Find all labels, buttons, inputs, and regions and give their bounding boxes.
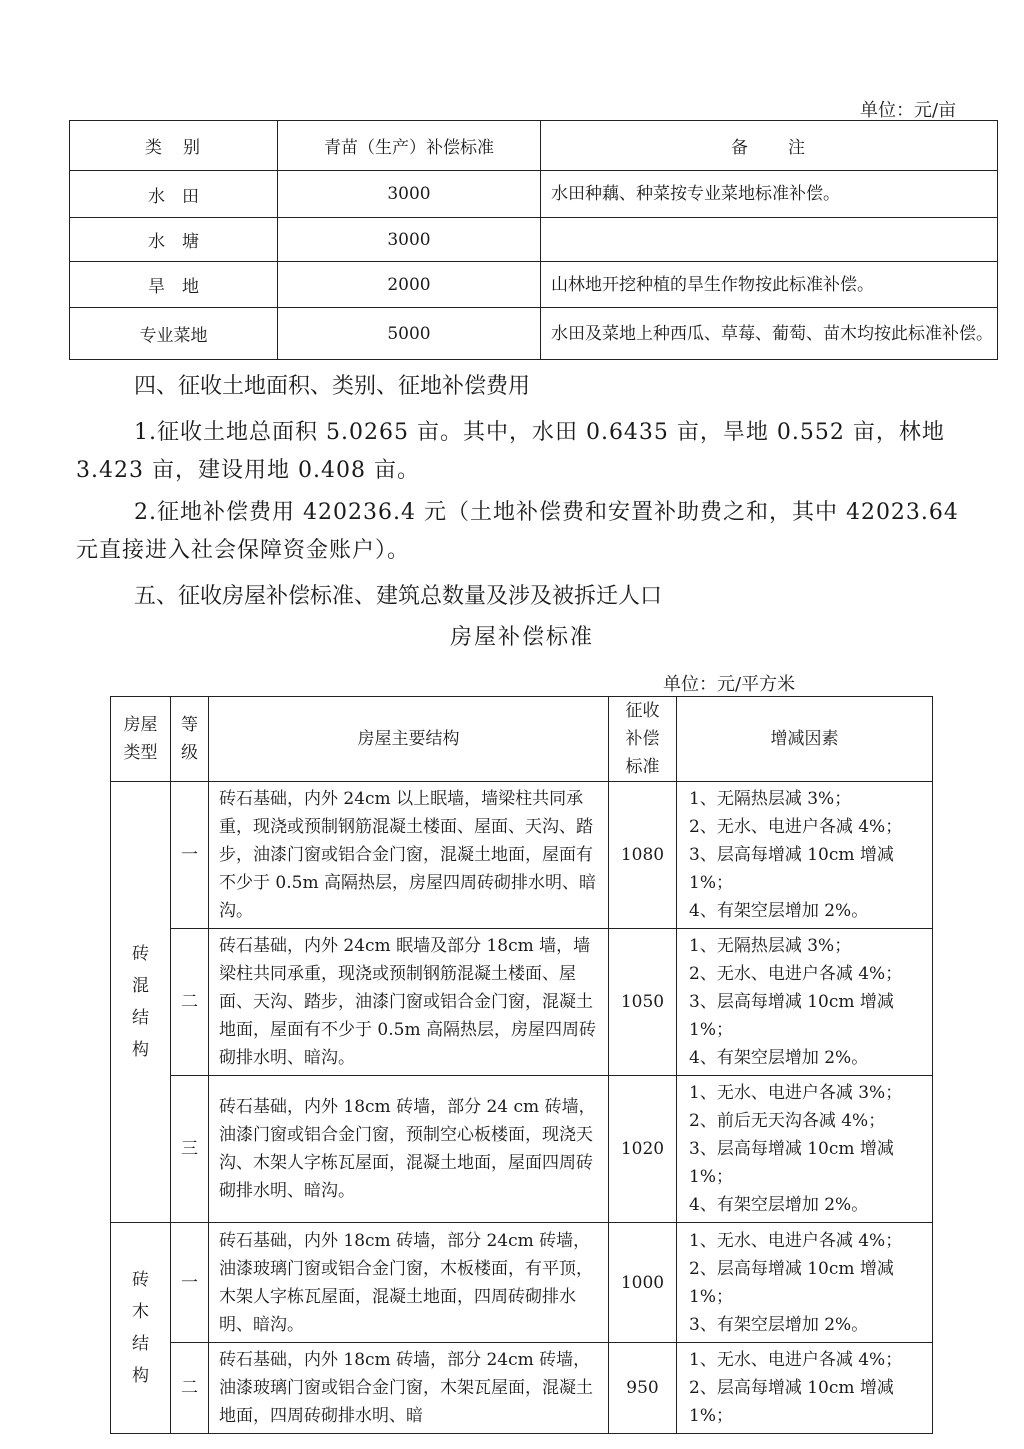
table-row bbox=[70, 218, 998, 262]
structure-cell: 砖石基础，内外 18cm 砖墙，部分 24 cm 砖墙，油漆门窗或铝合金门窗，预制空心板楼面，现浇天沟、木架人字栋瓦屋面，混凝土地面，屋面四周砖砌排水明、暗沟。 bbox=[209, 1076, 609, 1223]
grade-cell: 一 bbox=[171, 782, 209, 929]
factor-item: 2、前后无天沟各减 4%； bbox=[689, 1111, 886, 1131]
standard-cell: 1050 bbox=[609, 929, 677, 1076]
table-header-row bbox=[111, 697, 933, 782]
note-cell: 山林地开挖种植的旱生作物按此标准补偿。 bbox=[541, 262, 998, 308]
header-grade: 等级 bbox=[171, 697, 209, 782]
header-type: 房屋类型 bbox=[111, 697, 171, 782]
table2-unit: 单位：元/平方米 bbox=[663, 674, 796, 695]
type-cell: 砖混结构 bbox=[111, 782, 171, 1223]
grade-cell: 三 bbox=[171, 1076, 209, 1223]
table1-unit: 单位：元/亩 bbox=[860, 100, 957, 121]
header-standard: 青苗（生产）补偿标准 bbox=[278, 121, 541, 171]
factor-item: 3、层高每增减 10cm 增减 1%； bbox=[689, 992, 894, 1040]
factors-cell bbox=[677, 1343, 933, 1434]
header-category: 类 别 bbox=[70, 121, 278, 171]
factor-item: 2、无水、电进户各减 4%； bbox=[689, 964, 903, 984]
header-standard: 征收补偿标准 bbox=[609, 697, 677, 782]
table-row bbox=[111, 929, 933, 1076]
category-cell: 旱 地 bbox=[70, 262, 278, 308]
standard-cell: 2000 bbox=[278, 262, 541, 308]
standard-cell: 950 bbox=[609, 1343, 677, 1434]
seedling-compensation-table bbox=[69, 120, 998, 360]
table-row bbox=[111, 782, 933, 929]
header-note: 备 注 bbox=[541, 121, 998, 171]
factors-cell bbox=[677, 929, 933, 1076]
table-row bbox=[70, 262, 998, 308]
standard-cell: 1020 bbox=[609, 1076, 677, 1223]
standard-cell: 3000 bbox=[278, 218, 541, 262]
type-cell: 砖木结构 bbox=[111, 1223, 171, 1434]
factor-item: 2、无水、电进户各减 4%； bbox=[689, 817, 903, 837]
standard-cell: 5000 bbox=[278, 308, 541, 360]
structure-cell: 砖石基础，内外 18cm 砖墙，部分 24cm 砖墙，油漆玻璃门窗或铝合金门窗，木板楼面，有平顶，木架人字栋瓦屋面，混凝土地面，四周砖砌排水明、暗沟。 bbox=[209, 1223, 609, 1343]
category-cell: 水 田 bbox=[70, 171, 278, 218]
factors-cell bbox=[677, 782, 933, 929]
table-row bbox=[70, 308, 998, 360]
factor-item: 3、有架空层增加 2%。 bbox=[689, 1314, 869, 1335]
category-cell: 专业菜地 bbox=[70, 308, 278, 360]
factors-cell bbox=[677, 1076, 933, 1223]
section5-heading: 五、征收房屋补偿标准、建筑总数量及涉及被拆迁人口 bbox=[134, 584, 663, 609]
table-row bbox=[70, 171, 998, 218]
structure-cell: 砖石基础，内外 24cm 眠墙及部分 18cm 墙，墙梁柱共同承重，现浇或预制钢筋混凝土楼面、屋面、天沟、踏步，油漆门窗或铝合金门窗，混凝土地面，屋面有不少于 0.5m 高隔热层，房屋四周砖砌排水明、暗沟。 bbox=[209, 929, 609, 1076]
structure-cell: 砖石基础，内外 24cm 以上眠墙，墙梁柱共同承重，现浇或预制钢筋混凝土楼面、屋面、天沟、踏步，油漆门窗或铝合金门窗，混凝土地面，屋面有不少于 0.5m 高隔热层，房屋四周砖砌排水明、暗沟。 bbox=[209, 782, 609, 929]
factor-item: 4、有架空层增加 2%。 bbox=[689, 1048, 869, 1068]
header-factors: 增减因素 bbox=[677, 697, 933, 782]
factor-item: 4、有架空层增加 2%。 bbox=[689, 1195, 869, 1215]
factor-item: 1、无隔热层减 3%； bbox=[689, 936, 852, 956]
land-area-paragraph: 1.征收土地总面积 5.0265 亩。其中，水田 0.6435 亩，旱地 0.552 亩，林地 3.423 亩，建设用地 0.408 亩。 bbox=[76, 420, 945, 483]
grade-cell: 二 bbox=[171, 929, 209, 1076]
structure-cell: 砖石基础，内外 18cm 砖墙，部分 24cm 砖墙，油漆玻璃门窗或铝合金门窗，木架瓦屋面，混凝土地面，四周砖砌排水明、暗 bbox=[209, 1343, 609, 1434]
factor-item: 2、层高每增减 10cm 增减 1%； bbox=[689, 1258, 894, 1307]
factor-item: 1、无水、电进户各减 3%； bbox=[689, 1083, 903, 1103]
note-cell: 水田及菜地上种西瓜、草莓、葡萄、苗木均按此标准补偿。 bbox=[541, 308, 998, 360]
category-cell: 水 塘 bbox=[70, 218, 278, 262]
standard-cell: 1000 bbox=[609, 1223, 677, 1343]
table-row bbox=[111, 1223, 933, 1343]
housing-table-title: 房屋补偿标准 bbox=[449, 625, 594, 650]
standard-cell: 1080 bbox=[609, 782, 677, 929]
table-row bbox=[111, 1076, 933, 1223]
factor-item: 3、层高每增减 10cm 增减 1%； bbox=[689, 845, 894, 893]
factor-item: 2、层高每增减 10cm 增减 1%； bbox=[689, 1378, 894, 1426]
factor-item: 1、无隔热层减 3%； bbox=[689, 789, 852, 809]
factor-item: 3、层高每增减 10cm 增减 1%； bbox=[689, 1139, 894, 1187]
grade-cell: 一 bbox=[171, 1223, 209, 1343]
housing-compensation-table bbox=[110, 696, 933, 1434]
factors-cell bbox=[677, 1223, 933, 1343]
table-row bbox=[111, 1343, 933, 1434]
standard-cell: 3000 bbox=[278, 171, 541, 218]
factor-item: 1、无水、电进户各减 4%； bbox=[689, 1230, 903, 1251]
compensation-fee-paragraph: 2.征地补偿费用 420236.4 元（土地补偿费和安置补助费之和，其中 42023.64 元直接进入社会保障资金账户）。 bbox=[76, 500, 959, 563]
header-structure: 房屋主要结构 bbox=[209, 697, 609, 782]
grade-cell: 二 bbox=[171, 1343, 209, 1434]
table-header-row bbox=[70, 121, 998, 171]
note-cell: 水田种藕、种菜按专业菜地标准补偿。 bbox=[541, 171, 998, 218]
note-cell bbox=[541, 218, 998, 262]
factor-item: 1、无水、电进户各减 4%； bbox=[689, 1350, 903, 1370]
factor-item: 4、有架空层增加 2%。 bbox=[689, 901, 869, 921]
section4-heading: 四、征收土地面积、类别、征地补偿费用 bbox=[134, 374, 531, 399]
